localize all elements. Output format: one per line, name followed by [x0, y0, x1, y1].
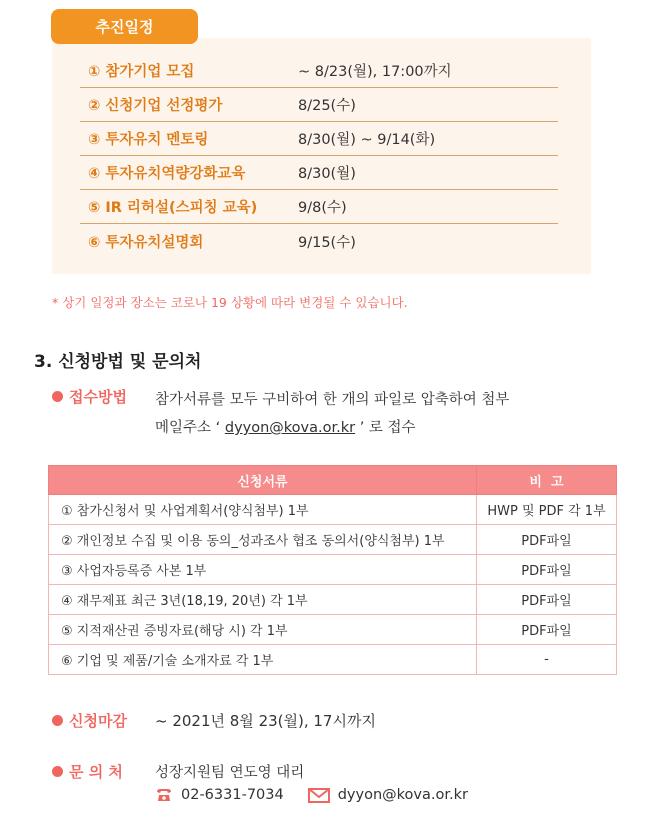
contact-person: 성장지원팀 연도영 대리: [155, 765, 305, 781]
table-cell-document: ① 참가신청서 및 사업계획서(양식첨부) 1부: [49, 495, 477, 525]
table-cell-remark: HWP 및 PDF 각 1부: [477, 495, 617, 525]
table-cell-remark: PDF파일: [477, 585, 617, 615]
bullet-icon: [52, 391, 63, 402]
schedule-row: [80, 156, 558, 190]
table-cell-document: ③ 사업자등록증 사본 1부: [49, 555, 477, 585]
table-cell-document: ② 개인정보 수집 및 이용 동의_성과조사 협조 동의서(양식첨부) 1부: [49, 525, 477, 555]
deadline-row: [52, 710, 376, 731]
table-cell-remark: PDF파일: [477, 615, 617, 645]
schedule-item: ① 참가기업 모집: [88, 64, 195, 80]
table-cell-document: ④ 재무제표 최근 3년(18,19, 20년) 각 1부: [49, 585, 477, 615]
table-cell-remark: PDF파일: [477, 555, 617, 585]
deadline-value: ~ 2021년 8월 23(월), 17시까지: [155, 712, 376, 730]
schedule-item: ② 신청기업 선정평가: [88, 98, 223, 114]
method-label: [52, 386, 127, 407]
method-line-2-suffix: ’ 로 접수: [355, 420, 416, 436]
schedule-row: [80, 54, 558, 88]
documents-table: [48, 465, 617, 675]
header-documents: 신청서류: [49, 466, 477, 495]
deadline-label: 신청마감: [69, 712, 127, 730]
method-line-2: [155, 416, 416, 437]
schedule-title: 추진일정: [95, 18, 154, 36]
table-cell-document: ⑤ 지적재산권 증빙자료(해당 시) 각 1부: [49, 615, 477, 645]
section-heading: 3. 신청방법 및 문의처: [34, 352, 202, 372]
table-row: [49, 555, 617, 585]
table-row: [49, 645, 617, 675]
schedule-list: [80, 54, 558, 258]
bullet-icon: [52, 766, 63, 777]
schedule-row: [80, 122, 558, 156]
schedule-item: ⑤ IR 리허설(스피칭 교육): [88, 200, 258, 216]
schedule-date: 8/30(월): [298, 166, 356, 182]
phone-icon: [155, 787, 173, 803]
contact-phone: 02-6331-7034: [181, 787, 284, 803]
contact-row: [52, 761, 305, 782]
table-cell-remark: -: [477, 645, 617, 675]
schedule-date: 8/30(월) ~ 9/14(화): [298, 132, 436, 148]
table-row: [49, 585, 617, 615]
table-cell-document: ⑥ 기업 및 제품/기술 소개자료 각 1부: [49, 645, 477, 675]
table-cell-remark: PDF파일: [477, 525, 617, 555]
schedule-row: [80, 88, 558, 122]
contact-details: [155, 787, 468, 803]
method-email-link[interactable]: dyyon@kova.or.kr: [224, 420, 356, 436]
schedule-date: 9/15(수): [298, 234, 356, 251]
bullet-icon: [52, 715, 63, 726]
table-row: [49, 525, 617, 555]
table-row: [49, 495, 617, 525]
schedule-row: [80, 190, 558, 224]
schedule-date: ~ 8/23(월), 17:00까지: [298, 64, 452, 80]
contact-email-link[interactable]: dyyon@kova.or.kr: [337, 787, 468, 803]
schedule-date: 8/25(수): [298, 98, 356, 114]
method-label-text: 접수방법: [69, 388, 127, 406]
header-remarks: 비 고: [477, 466, 617, 495]
contact-label: 문 의 처: [69, 763, 123, 781]
envelope-icon: [308, 788, 330, 803]
method-line-1: 참가서류를 모두 구비하여 한 개의 파일로 압축하여 첨부: [155, 392, 510, 408]
schedule-date: 9/8(수): [298, 200, 347, 216]
table-header-row: [49, 466, 617, 495]
method-line-2-prefix: 메일주소 ‘: [155, 420, 225, 436]
schedule-row: [80, 224, 558, 258]
schedule-title-badge: [51, 9, 198, 44]
schedule-notice: * 상기 일정과 장소는 코로나 19 상황에 따라 변경될 수 있습니다.: [52, 295, 408, 310]
schedule-item: ③ 투자유치 멘토링: [88, 132, 209, 148]
schedule-item: ④ 투자유치역량강화교육: [88, 166, 246, 182]
schedule-item: ⑥ 투자유치설명회: [88, 234, 204, 251]
table-row: [49, 615, 617, 645]
